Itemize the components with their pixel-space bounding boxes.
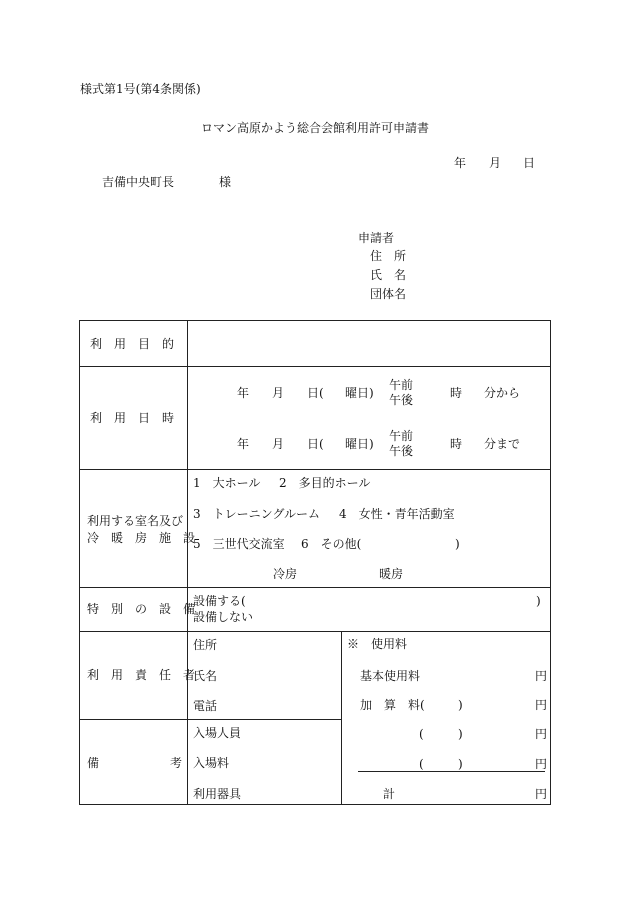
end-hour-label: 時 [450, 437, 463, 451]
end-pm-label: 午後 [389, 444, 414, 458]
surcharge-label: 加 算 料( [360, 698, 425, 712]
admission-label: 入場料 [193, 756, 230, 770]
extra-fee-1-yen: 円 [535, 727, 548, 741]
row-divider [80, 719, 341, 720]
cooling-label: 冷房 [273, 567, 298, 581]
row-divider [80, 631, 550, 632]
extra-fee-2-yen: 円 [535, 757, 548, 771]
end-until-label: 分まで [484, 437, 521, 451]
form-number: 様式第1号(第4条関係) [80, 82, 201, 96]
applicant-name-label: 氏 名 [370, 268, 407, 282]
start-day-label: 日( [307, 386, 324, 400]
datetime-label: 利 用 日 時 [90, 411, 175, 425]
end-month-label: 月 [272, 437, 285, 451]
form-title: ロマン高原かよう総合会館利用許可申請書 [201, 121, 430, 135]
equipment-install: 設備する( [193, 594, 246, 608]
extra-fee-1-open: ( [419, 727, 424, 741]
start-weekday-label: 曜日) [345, 386, 374, 400]
rooms-label-line2: 冷 暖 房 施 設 [87, 531, 196, 545]
room-option-6-close: ) [455, 537, 460, 551]
total-label: 計 [383, 787, 396, 801]
end-weekday-label: 曜日) [345, 437, 374, 451]
rooms-label-line1: 利用する室名及び [87, 514, 184, 528]
start-from-label: 分から [484, 386, 521, 400]
date-month-label: 月 [489, 156, 502, 170]
manager-label: 利 用 責 任 者 [87, 668, 196, 682]
application-form-table [79, 320, 551, 805]
room-option-3: 3 トレーニングルーム [193, 507, 321, 521]
equipment-label: 特 別 の 設 備 [87, 602, 196, 616]
start-year-label: 年 [237, 386, 250, 400]
basic-fee-label: 基本使用料 [360, 669, 421, 683]
start-am-label: 午前 [389, 378, 414, 392]
surcharge-yen: 円 [535, 698, 548, 712]
remarks-label-left: 備 [87, 756, 100, 770]
attendees-label: 入場人員 [193, 726, 242, 740]
surcharge-close: ) [458, 698, 463, 712]
room-option-1: 1 大ホール [193, 476, 261, 490]
row-divider [80, 366, 550, 367]
purpose-label: 利 用 目 的 [90, 337, 175, 351]
end-am-label: 午前 [389, 429, 414, 443]
extra-fee-2-close: ) [458, 757, 463, 771]
remarks-label-right: 考 [170, 756, 183, 770]
addressee: 吉備中央町長 [102, 175, 175, 189]
column-divider [341, 631, 342, 804]
date-year-label: 年 [454, 156, 467, 170]
end-year-label: 年 [237, 437, 250, 451]
start-pm-label: 午後 [389, 393, 414, 407]
extra-fee-2-open: ( [419, 757, 424, 771]
manager-phone-label: 電話 [193, 699, 218, 713]
equipment-used-label: 利用器具 [193, 787, 242, 801]
date-day-label: 日 [523, 156, 536, 170]
start-hour-label: 時 [450, 386, 463, 400]
row-divider [80, 587, 550, 588]
extra-fee-1-close: ) [458, 727, 463, 741]
applicant-address-label: 住 所 [370, 249, 407, 263]
row-divider [80, 469, 550, 470]
fee-note: ※ 使用料 [347, 637, 408, 651]
basic-fee-yen: 円 [535, 669, 548, 683]
fee-subtotal-underline [358, 771, 545, 772]
manager-address-label: 住所 [193, 638, 218, 652]
end-day-label: 日( [307, 437, 324, 451]
honorific: 様 [219, 175, 232, 189]
manager-name-label: 氏名 [193, 669, 218, 683]
room-option-2: 2 多目的ホール [279, 476, 371, 490]
room-option-6: 6 その他( [301, 537, 362, 551]
equipment-none: 設備しない [193, 610, 254, 624]
total-yen: 円 [535, 787, 548, 801]
column-divider [187, 321, 188, 804]
applicant-organization-label: 団体名 [370, 287, 407, 301]
applicant-heading: 申請者 [358, 231, 395, 245]
start-month-label: 月 [272, 386, 285, 400]
room-option-4: 4 女性・青年活動室 [339, 507, 455, 521]
equipment-install-close: ) [536, 594, 541, 608]
heating-label: 暖房 [379, 567, 404, 581]
room-option-5: 5 三世代交流室 [193, 537, 285, 551]
